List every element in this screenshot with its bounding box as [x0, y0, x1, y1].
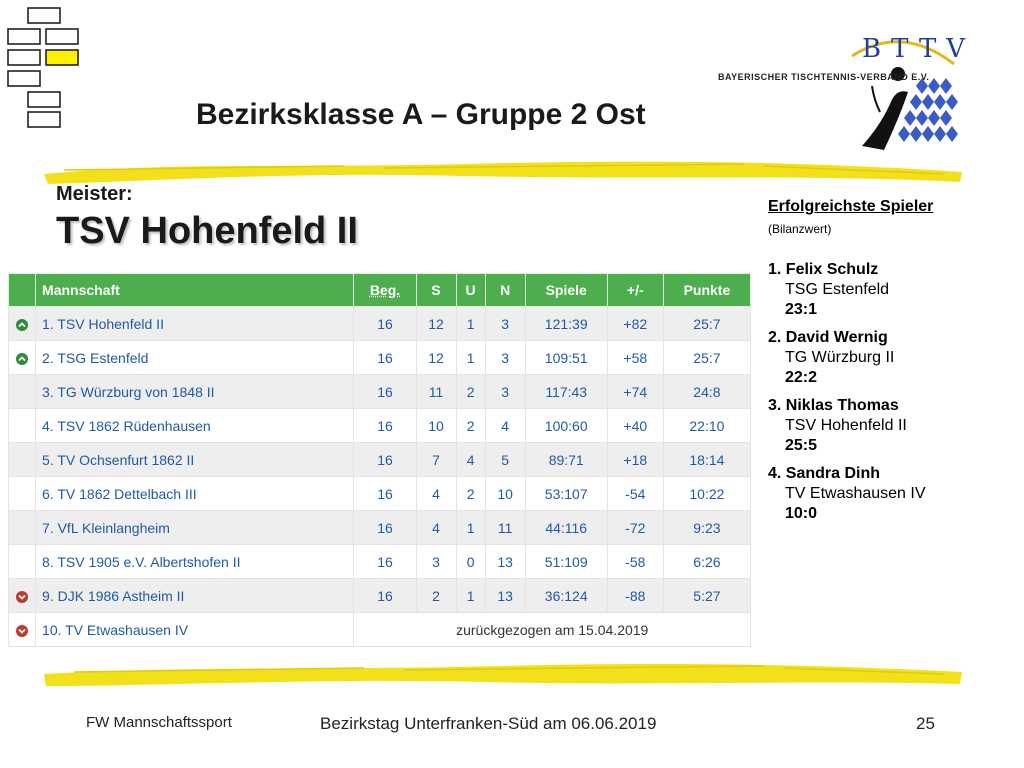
association-logo	[712, 26, 976, 156]
draws-cell: 1	[456, 341, 485, 375]
difference-cell: -72	[607, 511, 663, 545]
matches-cell: 89:71	[525, 443, 607, 477]
association-initials	[862, 34, 975, 64]
player-name: 4. Sandra Dinh	[768, 465, 881, 482]
draws-cell: 2	[456, 477, 485, 511]
points-cell: 18:14	[663, 443, 750, 477]
points-cell: 22:10	[663, 409, 750, 443]
footer-left: FW Mannschaftssport	[86, 714, 232, 731]
box-logo	[6, 6, 82, 130]
table-row	[9, 409, 751, 443]
difference-cell: +74	[607, 375, 663, 409]
difference-cell: +40	[607, 409, 663, 443]
points-cell: 5:27	[663, 579, 750, 613]
matches-cell: 100:60	[525, 409, 607, 443]
page-number: 25	[916, 714, 935, 733]
games-cell: 16	[354, 375, 416, 409]
draws-cell: 1	[456, 307, 485, 341]
games-cell: 16	[354, 443, 416, 477]
difference-cell: -54	[607, 477, 663, 511]
difference-cell: -58	[607, 545, 663, 579]
team-cell[interactable]: 4. TSV 1862 Rüdenhausen	[36, 409, 354, 443]
points-cell: 25:7	[663, 341, 750, 375]
initial-t1: T	[891, 34, 919, 64]
player-score: 25:5	[785, 437, 818, 454]
wins-cell: 7	[416, 443, 456, 477]
top-players	[768, 198, 1018, 532]
table-row	[9, 545, 751, 579]
player-entry	[768, 328, 1018, 388]
status-cell	[9, 443, 36, 477]
table-row	[9, 375, 751, 409]
header-wins[interactable]: S	[416, 274, 456, 307]
games-cell: 16	[354, 579, 416, 613]
initial-v: V	[946, 34, 976, 64]
matches-cell: 121:39	[525, 307, 607, 341]
matches-cell: 53:107	[525, 477, 607, 511]
games-cell: 16	[354, 341, 416, 375]
initial-t2: T	[918, 34, 947, 64]
footer-center: Bezirkstag Unterfranken-Süd am 06.06.2019	[320, 714, 657, 733]
standings-body	[9, 307, 751, 647]
status-cell	[9, 409, 36, 443]
header-games[interactable]	[354, 274, 416, 307]
games-cell: 16	[354, 545, 416, 579]
status-cell	[9, 511, 36, 545]
matches-cell: 109:51	[525, 341, 607, 375]
matches-cell: 117:43	[525, 375, 607, 409]
status-cell	[9, 613, 36, 647]
status-cell	[9, 579, 36, 613]
standings-table	[8, 273, 751, 647]
header-icon	[9, 274, 36, 307]
team-cell[interactable]: 5. TV Ochsenfurt 1862 II	[36, 443, 354, 477]
games-cell: 16	[354, 307, 416, 341]
champion-team: TSV Hohenfeld II	[56, 210, 358, 252]
team-cell[interactable]: 6. TV 1862 Dettelbach III	[36, 477, 354, 511]
wins-cell: 12	[416, 307, 456, 341]
players-title: Erfolgreichste Spieler	[768, 198, 934, 215]
status-cell	[9, 545, 36, 579]
relegation-icon	[16, 625, 28, 637]
association-name: BAYERISCHER TISCHTENNIS-VERBAND E.V.	[718, 72, 930, 82]
table-row-withdrawn	[9, 613, 751, 647]
initial-b: B	[862, 34, 892, 64]
brush-stroke-bottom	[44, 660, 964, 690]
player-score: 23:1	[785, 301, 818, 318]
table-row	[9, 307, 751, 341]
difference-cell: +82	[607, 307, 663, 341]
player-team: TG Würzburg II	[785, 349, 895, 366]
header-losses[interactable]: N	[485, 274, 525, 307]
table-row	[9, 511, 751, 545]
header-matches[interactable]: Spiele	[525, 274, 607, 307]
table-header-row	[9, 274, 751, 307]
header-points[interactable]: Punkte	[663, 274, 750, 307]
status-cell	[9, 341, 36, 375]
player-entry	[768, 464, 1018, 524]
draws-cell: 0	[456, 545, 485, 579]
team-cell[interactable]: 1. TSV Hohenfeld II	[36, 307, 354, 341]
table-row	[9, 341, 751, 375]
player-name: 2. David Wernig	[768, 329, 888, 346]
difference-cell: -88	[607, 579, 663, 613]
wins-cell: 4	[416, 477, 456, 511]
losses-cell: 5	[485, 443, 525, 477]
player-name: 1. Felix Schulz	[768, 261, 879, 278]
table-row	[9, 443, 751, 477]
matches-cell: 51:109	[525, 545, 607, 579]
team-cell[interactable]: 7. VfL Kleinlangheim	[36, 511, 354, 545]
players-subtitle: (Bilanzwert)	[768, 222, 832, 236]
losses-cell: 3	[485, 307, 525, 341]
games-cell: 16	[354, 477, 416, 511]
points-cell: 25:7	[663, 307, 750, 341]
games-cell: 16	[354, 511, 416, 545]
player-entry	[768, 396, 1018, 456]
status-cell	[9, 477, 36, 511]
team-cell[interactable]: 2. TSG Estenfeld	[36, 341, 354, 375]
status-cell	[9, 307, 36, 341]
draws-cell: 1	[456, 579, 485, 613]
status-cell	[9, 375, 36, 409]
wins-cell: 10	[416, 409, 456, 443]
points-cell: 24:8	[663, 375, 750, 409]
draws-cell: 2	[456, 409, 485, 443]
promotion-icon	[16, 319, 28, 331]
games-cell: 16	[354, 409, 416, 443]
withdrawn-note: zurückgezogen am 15.04.2019	[354, 613, 751, 647]
player-team: TSG Estenfeld	[785, 281, 890, 298]
points-cell: 9:23	[663, 511, 750, 545]
matches-cell: 44:116	[525, 511, 607, 545]
matches-cell: 36:124	[525, 579, 607, 613]
losses-cell: 10	[485, 477, 525, 511]
difference-cell: +18	[607, 443, 663, 477]
team-cell[interactable]: 10. TV Etwashausen IV	[36, 613, 354, 647]
losses-cell: 4	[485, 409, 525, 443]
relegation-icon	[16, 591, 28, 603]
points-cell: 10:22	[663, 477, 750, 511]
header-team[interactable]: Mannschaft	[36, 274, 354, 307]
champion-label: Meister:	[56, 183, 133, 205]
team-cell[interactable]: 9. DJK 1986 Astheim II	[36, 579, 354, 613]
wins-cell: 3	[416, 545, 456, 579]
player-score: 22:2	[785, 369, 818, 386]
brush-stroke-top	[44, 156, 964, 186]
draws-cell: 1	[456, 511, 485, 545]
losses-cell: 13	[485, 545, 525, 579]
header-difference[interactable]: +/-	[607, 274, 663, 307]
team-cell[interactable]: 3. TG Würzburg von 1848 II	[36, 375, 354, 409]
table-row	[9, 477, 751, 511]
draws-cell: 4	[456, 443, 485, 477]
player-name: 3. Niklas Thomas	[768, 397, 899, 414]
player-score: 10:0	[785, 505, 818, 522]
difference-cell: +58	[607, 341, 663, 375]
player-team: TSV Hohenfeld II	[785, 417, 907, 434]
losses-cell: 3	[485, 341, 525, 375]
points-cell: 6:26	[663, 545, 750, 579]
draws-cell: 2	[456, 375, 485, 409]
losses-cell: 11	[485, 511, 525, 545]
header-games-label: Beg.	[369, 282, 401, 298]
wins-cell: 11	[416, 375, 456, 409]
player-team: TV Etwashausen IV	[785, 485, 926, 502]
losses-cell: 13	[485, 579, 525, 613]
team-cell[interactable]: 8. TSV 1905 e.V. Albertshofen II	[36, 545, 354, 579]
player-entry	[768, 260, 1018, 320]
losses-cell: 3	[485, 375, 525, 409]
wins-cell: 4	[416, 511, 456, 545]
promotion-icon	[16, 353, 28, 365]
header-draws[interactable]: U	[456, 274, 485, 307]
wins-cell: 12	[416, 341, 456, 375]
wins-cell: 2	[416, 579, 456, 613]
table-row	[9, 579, 751, 613]
slide-title: Bezirksklasse A – Gruppe 2 Ost	[196, 98, 646, 131]
